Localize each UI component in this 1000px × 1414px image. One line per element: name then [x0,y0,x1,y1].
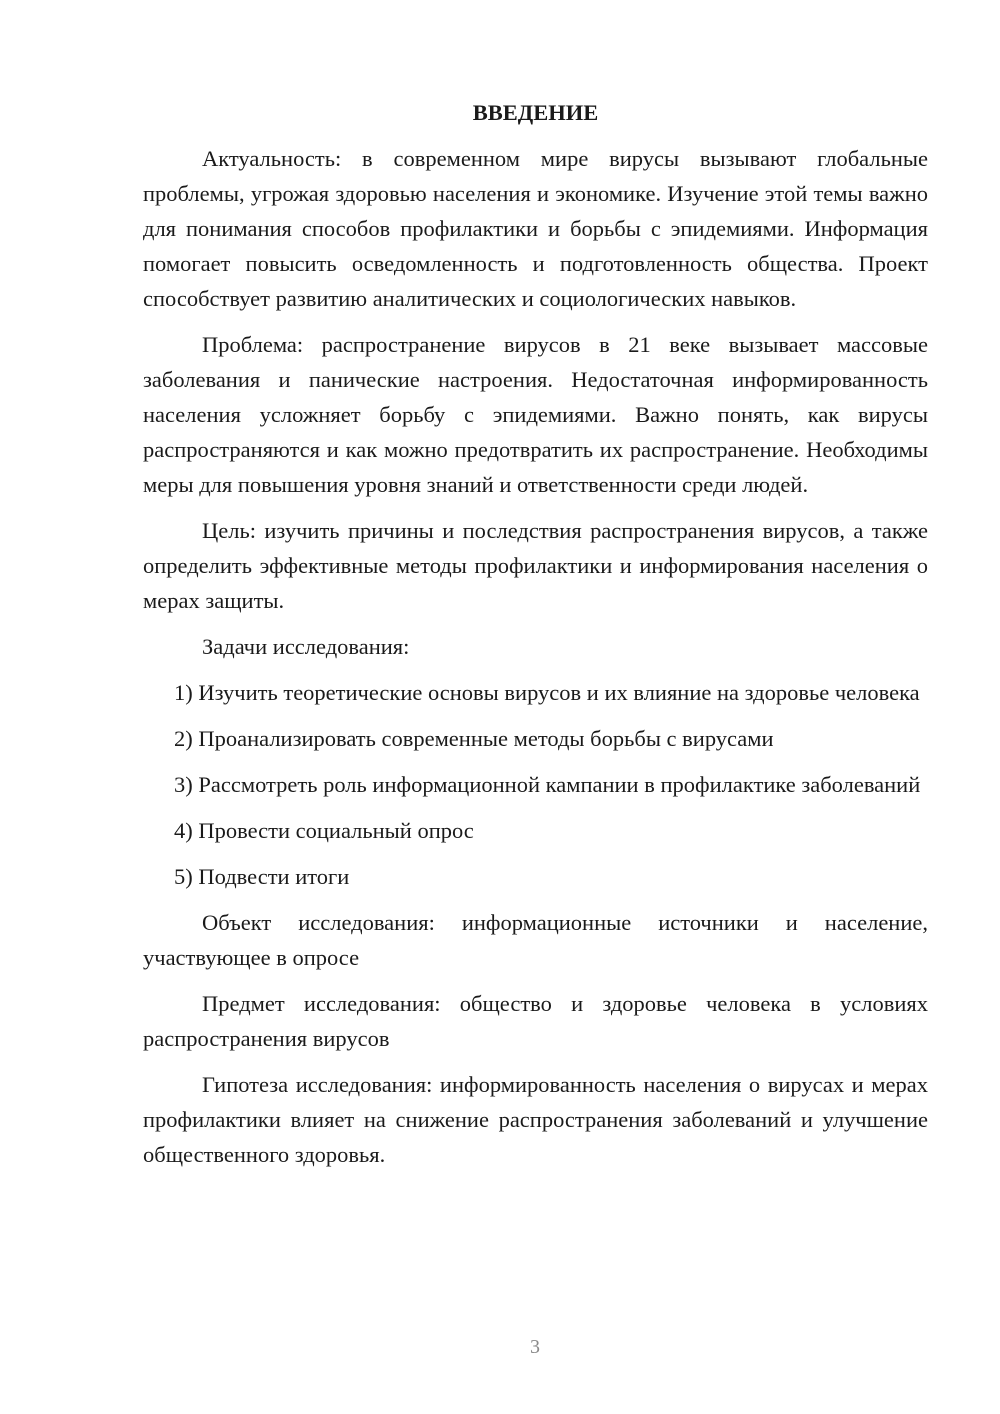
page-number: 3 [530,1336,540,1358]
task-item-2: 2) Проанализировать современные методы борьбы с вирусами [174,726,774,751]
paragraph-object: Объект исследования: информационные источники и население, участвующее в опросе [143,910,928,970]
paragraph-subject: Предмет исследования: общество и здоровье человека в условиях распространения вирусов [143,991,928,1051]
paragraph-problem: Проблема: распространение вирусов в 21 веке вызывает массовые заболевания и панические настроения. Недостаточная информированность населения усложняет борьбу с эпидемиями. Важно понять, как вирусы распространяются и как можно предотвратить их распространение. Необходимы меры для повышения уровня знаний и ответственности среди людей. [143,332,928,497]
task-item-1: 1) Изучить теоретические основы вирусов и их влияние на здоровье человека [174,680,920,705]
paragraph-relevance: Актуальность: в современном мире вирусы вызывают глобальные проблемы, угрожая здоровью населения и экономике. Изучение этой темы важно для понимания способов профилактики и борьбы с эпидемиями. Информация помогает повысить осведомленность и подготовленность общества. Проект способствует развитию аналитических и социологических навыков. [143,146,928,311]
page-content [143,95,928,1183]
section-title: ВВЕДЕНИЕ [472,100,599,125]
task-item-3: 3) Рассмотреть роль информационной кампании в профилактике заболеваний [174,772,921,797]
task-item-5: 5) Подвести итоги [174,864,350,889]
task-item-4: 4) Провести социальный опрос [174,818,474,843]
paragraph-goal: Цель: изучить причины и последствия распространения вирусов, а также определить эффективные методы профилактики и информирования населения о мерах защиты. [143,518,928,613]
paragraph-hypothesis: Гипотеза исследования: информированность населения о вирусах и мерах профилактики влияет на снижение распространения заболеваний и улучшение общественного здоровья. [143,1072,928,1167]
tasks-heading: Задачи исследования: [202,634,410,659]
